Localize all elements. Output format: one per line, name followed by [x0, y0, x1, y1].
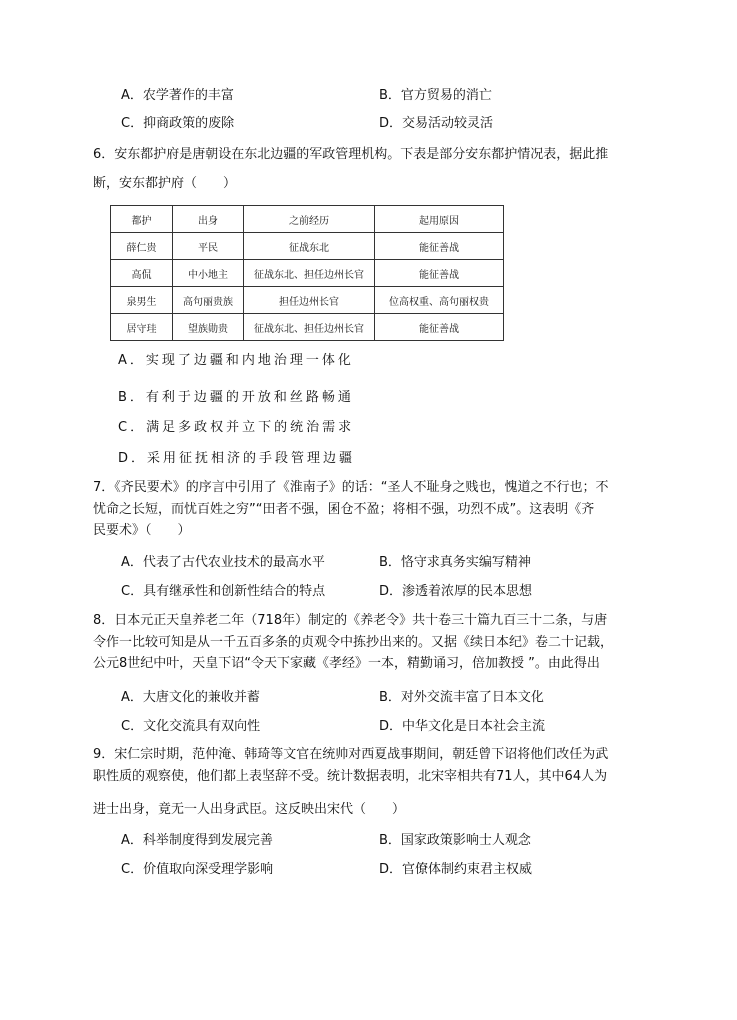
q7-stem-line2: 忧命之长短，而忧百姓之穷”“田者不强，囷仓不盈；将相不强，功烈不成”。这表明《齐 [93, 502, 595, 517]
table-cell: 高句丽贵族 [173, 287, 244, 314]
q9-stem-line1: 9．宋仁宗时期，范仲淹、韩琦等文官在统帅对西夏战事期间，朝廷曾下诏将他们改任为武 [93, 747, 609, 762]
q7-stem-line3: 民要术》（ ） [93, 523, 191, 538]
table-cell: 征战东北、担任边州长官 [244, 260, 375, 287]
table-cell: 中小地主 [173, 260, 244, 287]
q8-option-c: C．文化交流具有双向性 [121, 719, 261, 734]
table-cell: 位高权重、高句丽权贵 [375, 287, 504, 314]
table-cell: 平民 [173, 233, 244, 260]
q6-option-c: C．满足多政权并立下的统治需求 [118, 420, 355, 435]
table-header: 起用原因 [375, 206, 504, 233]
q8-stem-line3: 公元8世纪中叶，天皇下诏“令天下家藏《孝经》一本，精勤诵习，倍加教授 ”。由此得出 [93, 656, 600, 671]
q6-table [110, 205, 504, 341]
q7-option-d: D．渗透着浓厚的民本思想 [379, 584, 533, 599]
q6-option-a: A．实现了边疆和内地治理一体化 [118, 353, 354, 368]
q7-option-c: C．具有继承性和创新性结合的特点 [121, 584, 326, 599]
table-row [111, 260, 504, 287]
q9-stem-line3: 进士出身，竟无一人出身武臣。这反映出宋代（ ） [93, 802, 406, 817]
q5-option-c: C．抑商政策的废除 [121, 116, 235, 131]
q9-option-d: D．官僚体制约束君主权威 [379, 862, 533, 877]
q8-option-b: B．对外交流丰富了日本文化 [379, 690, 544, 705]
q9-option-a: A．科举制度得到发展完善 [121, 833, 273, 848]
table-row [111, 287, 504, 314]
q5-option-a: A．农学著作的丰富 [121, 88, 234, 103]
table-cell: 泉男生 [111, 287, 173, 314]
table-header: 都护 [111, 206, 173, 233]
q8-stem-line2: 令作一比较可知是从一千五百多条的贞观令中拣抄出来的。又据《续日本纪》卷二十记载， [93, 635, 614, 650]
q6-stem-line1: 6．安东都护府是唐朝设在东北边疆的军政管理机构。下表是部分安东都护情况表，据此推 [93, 147, 609, 162]
q6-option-d: D．采用征抚相济的手段管理边疆 [118, 451, 356, 466]
table-cell: 望族勋贵 [173, 314, 244, 341]
table-cell: 征战东北 [244, 233, 375, 260]
table-row [111, 233, 504, 260]
q5-option-b: B．官方贸易的消亡 [379, 88, 492, 103]
table-cell: 征战东北、担任边州长官 [244, 314, 375, 341]
q9-stem-line2: 职性质的观察使，他们都上表坚辞不受。统计数据表明，北宋宰相共有71人，其中64人为 [93, 769, 608, 784]
table-cell: 高侃 [111, 260, 173, 287]
q8-option-a: A．大唐文化的兼收并蓄 [121, 690, 260, 705]
q5-option-d: D．交易活动较灵活 [379, 116, 494, 131]
q7-option-a: A．代表了古代农业技术的最高水平 [121, 555, 325, 570]
table-cell: 能征善战 [375, 260, 504, 287]
q7-stem-line1: 7．《齐民要术》的序言中引用了《淮南子》的话：“圣人不耻身之贱也，愧道之不行也；不 [93, 480, 609, 495]
q8-option-d: D．中华文化是日本社会主流 [379, 719, 546, 734]
q9-option-c: C．价值取向深受理学影响 [121, 862, 274, 877]
q9-option-b: B．国家政策影响士人观念 [379, 833, 531, 848]
table-cell: 能征善战 [375, 233, 504, 260]
table-cell: 能征善战 [375, 314, 504, 341]
table-cell: 居守珪 [111, 314, 173, 341]
table-header: 出身 [173, 206, 244, 233]
table-cell: 薛仁贵 [111, 233, 173, 260]
table-row [111, 314, 504, 341]
table-header-row [111, 206, 504, 233]
q7-option-b: B．恪守求真务实编写精神 [379, 555, 531, 570]
q6-stem-line2: 断，安东都护府（ ） [93, 176, 237, 191]
table-header: 之前经历 [244, 206, 375, 233]
q6-option-b: B．有利于边疆的开放和丝路畅通 [118, 390, 354, 405]
table-cell: 担任边州长官 [244, 287, 375, 314]
q8-stem-line1: 8．日本元正天皇养老二年（718年）制定的《养老令》共十卷三十篇九百三十二条，与唐 [93, 613, 608, 628]
